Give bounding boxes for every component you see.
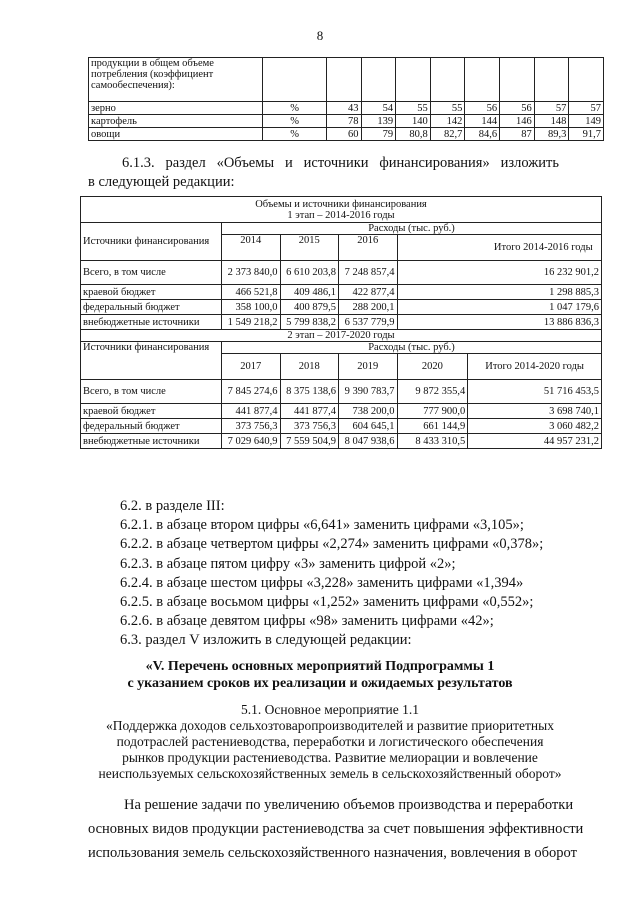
cell: 55 bbox=[396, 102, 431, 115]
cell: 13 886 836,3 bbox=[397, 315, 601, 330]
table-row bbox=[81, 404, 602, 419]
row-name: овощи bbox=[89, 128, 263, 141]
cell: 91,7 bbox=[569, 128, 604, 141]
row-unit: % bbox=[263, 128, 327, 141]
list-item: 6.2.4. в абзаце шестом цифры «3,228» заменить цифрами «1,394» bbox=[120, 574, 524, 591]
heading-line: «V. Перечень основных мероприятий Подпрограммы 1 bbox=[145, 659, 495, 674]
row-name: внебюджетные источники bbox=[81, 434, 222, 449]
year-header: 2020 bbox=[397, 354, 468, 380]
table-row bbox=[81, 434, 602, 449]
table-row bbox=[81, 315, 602, 330]
cell: 139 bbox=[361, 115, 396, 128]
row-unit: % bbox=[263, 115, 327, 128]
cell: 7 845 274,6 bbox=[222, 380, 281, 404]
table-row bbox=[89, 115, 604, 128]
paragraph-line: основных видов продукции растениеводства за счет повышения эффективности bbox=[88, 821, 584, 837]
cell: 738 200,0 bbox=[339, 404, 398, 419]
total-header: Итого 2014-2020 годы bbox=[468, 354, 602, 380]
cell: 56 bbox=[500, 102, 535, 115]
list-item: 6.2.5. в абзаце восьмом цифры «1,252» заменить цифрами «0,552»; bbox=[120, 594, 534, 611]
table-title-row bbox=[81, 197, 602, 223]
table-row bbox=[89, 102, 604, 115]
year-header: 2017 bbox=[222, 354, 281, 380]
table-row bbox=[81, 380, 602, 404]
row-name: Всего, в том числе bbox=[81, 380, 222, 404]
row-name: федеральный бюджет bbox=[81, 300, 222, 315]
paragraph-line: использования земель сельскохозяйственного назначения, вовлечения в оборот bbox=[88, 845, 577, 861]
year-header: 2014 bbox=[222, 235, 281, 261]
row-name: зерно bbox=[89, 102, 263, 115]
section-heading bbox=[0, 658, 640, 692]
costs-header: Расходы (тыс. руб.) bbox=[222, 223, 602, 235]
cell: 57 bbox=[534, 102, 569, 115]
cell: 87 bbox=[500, 128, 535, 141]
cell: 140 bbox=[396, 115, 431, 128]
sources-header: Источники финансирования bbox=[81, 223, 222, 261]
cell: 82,7 bbox=[430, 128, 465, 141]
cell: 16 232 901,2 bbox=[397, 261, 601, 285]
cell: 89,3 bbox=[534, 128, 569, 141]
table-header-label: продукции в общем объеме потребления (коэффициент самообеспечения): bbox=[89, 58, 263, 102]
cell: 142 bbox=[430, 115, 465, 128]
measure-block bbox=[60, 702, 600, 782]
cell: 60 bbox=[326, 128, 361, 141]
stage-title-row bbox=[81, 330, 602, 342]
cell: 288 200,1 bbox=[339, 300, 398, 315]
table-row bbox=[81, 261, 602, 285]
cell: 149 bbox=[569, 115, 604, 128]
table-row bbox=[89, 128, 604, 141]
cell: 148 bbox=[534, 115, 569, 128]
body-paragraph bbox=[88, 793, 608, 865]
cell: 358 100,0 bbox=[222, 300, 281, 315]
cell: 441 877,4 bbox=[222, 404, 281, 419]
cell: 144 bbox=[465, 115, 500, 128]
cell: 400 879,5 bbox=[280, 300, 339, 315]
table-row bbox=[81, 285, 602, 300]
table-row bbox=[81, 300, 602, 315]
cell: 7 029 640,9 bbox=[222, 434, 281, 449]
cell: 409 486,1 bbox=[280, 285, 339, 300]
measure-title: 5.1. Основное мероприятие 1.1 bbox=[240, 702, 420, 717]
page-number: 8 bbox=[316, 28, 324, 43]
cell: 1 298 885,3 bbox=[397, 285, 601, 300]
cell: 1 047 179,6 bbox=[397, 300, 601, 315]
amendment-list bbox=[120, 497, 610, 651]
year-header: 2018 bbox=[280, 354, 339, 380]
list-item: 6.2. в разделе III: bbox=[120, 498, 225, 514]
measure-line: неиспользуемых сельскохозяйственных земель в сельскохозяйственный оборот» bbox=[98, 766, 562, 781]
cell: 466 521,8 bbox=[222, 285, 281, 300]
stage-title: 1 этап – 2014-2016 годы bbox=[287, 209, 395, 221]
table-title: Объемы и источники финансирования bbox=[255, 198, 427, 210]
row-name: внебюджетные источники bbox=[81, 315, 222, 330]
cell: 43 bbox=[326, 102, 361, 115]
heading-line: с указанием сроков их реализации и ожидаемых результатов bbox=[127, 676, 513, 691]
list-item: 6.2.2. в абзаце четвертом цифры «2,274» заменить цифрами «0,378»; bbox=[120, 536, 544, 553]
costs-header: Расходы (тыс. руб.) bbox=[222, 342, 602, 354]
cell: 56 bbox=[465, 102, 500, 115]
paragraph-6-1-3 bbox=[88, 154, 608, 192]
cell: 3 698 740,1 bbox=[468, 404, 602, 419]
cell: 57 bbox=[569, 102, 604, 115]
paragraph-line: 6.1.3. раздел «Объемы и источники финансирования» изложить bbox=[122, 155, 559, 171]
cell: 2 373 840,0 bbox=[222, 261, 281, 285]
table-row bbox=[81, 419, 602, 434]
cell: 80,8 bbox=[396, 128, 431, 141]
cell: 8 375 138,6 bbox=[280, 380, 339, 404]
list-item: 6.3. раздел V изложить в следующей редакции: bbox=[120, 632, 412, 649]
cell: 661 144,9 bbox=[397, 419, 468, 434]
cell: 9 872 355,4 bbox=[397, 380, 468, 404]
cell: 7 559 504,9 bbox=[280, 434, 339, 449]
cell: 8 047 938,6 bbox=[339, 434, 398, 449]
year-header: 2016 bbox=[339, 235, 398, 261]
row-name: краевой бюджет bbox=[81, 404, 222, 419]
cell: 1 549 218,2 bbox=[222, 315, 281, 330]
measure-line: подотраслей растениеводства, переработки и логистического обеспечения bbox=[116, 734, 544, 749]
cell: 3 060 482,2 bbox=[468, 419, 602, 434]
row-name: федеральный бюджет bbox=[81, 419, 222, 434]
total-header: Итого 2014-2016 годы bbox=[397, 235, 601, 261]
year-header: 2015 bbox=[280, 235, 339, 261]
cell: 777 900,0 bbox=[397, 404, 468, 419]
list-item: 6.2.6. в абзаце девятом цифры «98» заменить цифрами «42»; bbox=[120, 613, 494, 630]
cell: 9 390 783,7 bbox=[339, 380, 398, 404]
cell: 422 877,4 bbox=[339, 285, 398, 300]
list-item: 6.2.1. в абзаце втором цифры «6,641» заменить цифрами «3,105»; bbox=[120, 517, 524, 534]
table-row bbox=[89, 58, 604, 102]
financing-table bbox=[80, 196, 602, 449]
row-name: картофель bbox=[89, 115, 263, 128]
measure-line: «Поддержка доходов сельхозтоваропроизводителей и развитие приоритетных bbox=[106, 718, 554, 733]
list-item: 6.2.3. в абзаце пятом цифру «3» заменить цифрой «2»; bbox=[120, 555, 456, 572]
paragraph-line: в следующей редакции: bbox=[88, 174, 235, 190]
cell: 146 bbox=[500, 115, 535, 128]
cell: 55 bbox=[430, 102, 465, 115]
cell: 5 799 838,2 bbox=[280, 315, 339, 330]
cell: 441 877,4 bbox=[280, 404, 339, 419]
cell: 78 bbox=[326, 115, 361, 128]
cell: 54 bbox=[361, 102, 396, 115]
cell: 604 645,1 bbox=[339, 419, 398, 434]
paragraph-line: На решение задачи по увеличению объемов производства и переработки bbox=[124, 797, 574, 813]
cell: 6 610 203,8 bbox=[280, 261, 339, 285]
cell: 8 433 310,5 bbox=[397, 434, 468, 449]
cell: 373 756,3 bbox=[222, 419, 281, 434]
row-unit: % bbox=[263, 102, 327, 115]
row-name: Всего, в том числе bbox=[81, 261, 222, 285]
cell: 6 537 779,9 bbox=[339, 315, 398, 330]
year-header: 2019 bbox=[339, 354, 398, 380]
cell: 44 957 231,2 bbox=[468, 434, 602, 449]
stage-title: 2 этап – 2017-2020 годы bbox=[81, 330, 602, 342]
cell: 84,6 bbox=[465, 128, 500, 141]
measure-line: рынков продукции растениеводства. Развитие мелиорации и вовлечение bbox=[122, 750, 538, 765]
cell: 79 bbox=[361, 128, 396, 141]
cell: 373 756,3 bbox=[280, 419, 339, 434]
cell: 51 716 453,5 bbox=[468, 380, 602, 404]
row-name: краевой бюджет bbox=[81, 285, 222, 300]
sources-header: Источники финансирования bbox=[81, 342, 222, 380]
cell: 7 248 857,4 bbox=[339, 261, 398, 285]
self-sufficiency-table bbox=[88, 57, 604, 141]
